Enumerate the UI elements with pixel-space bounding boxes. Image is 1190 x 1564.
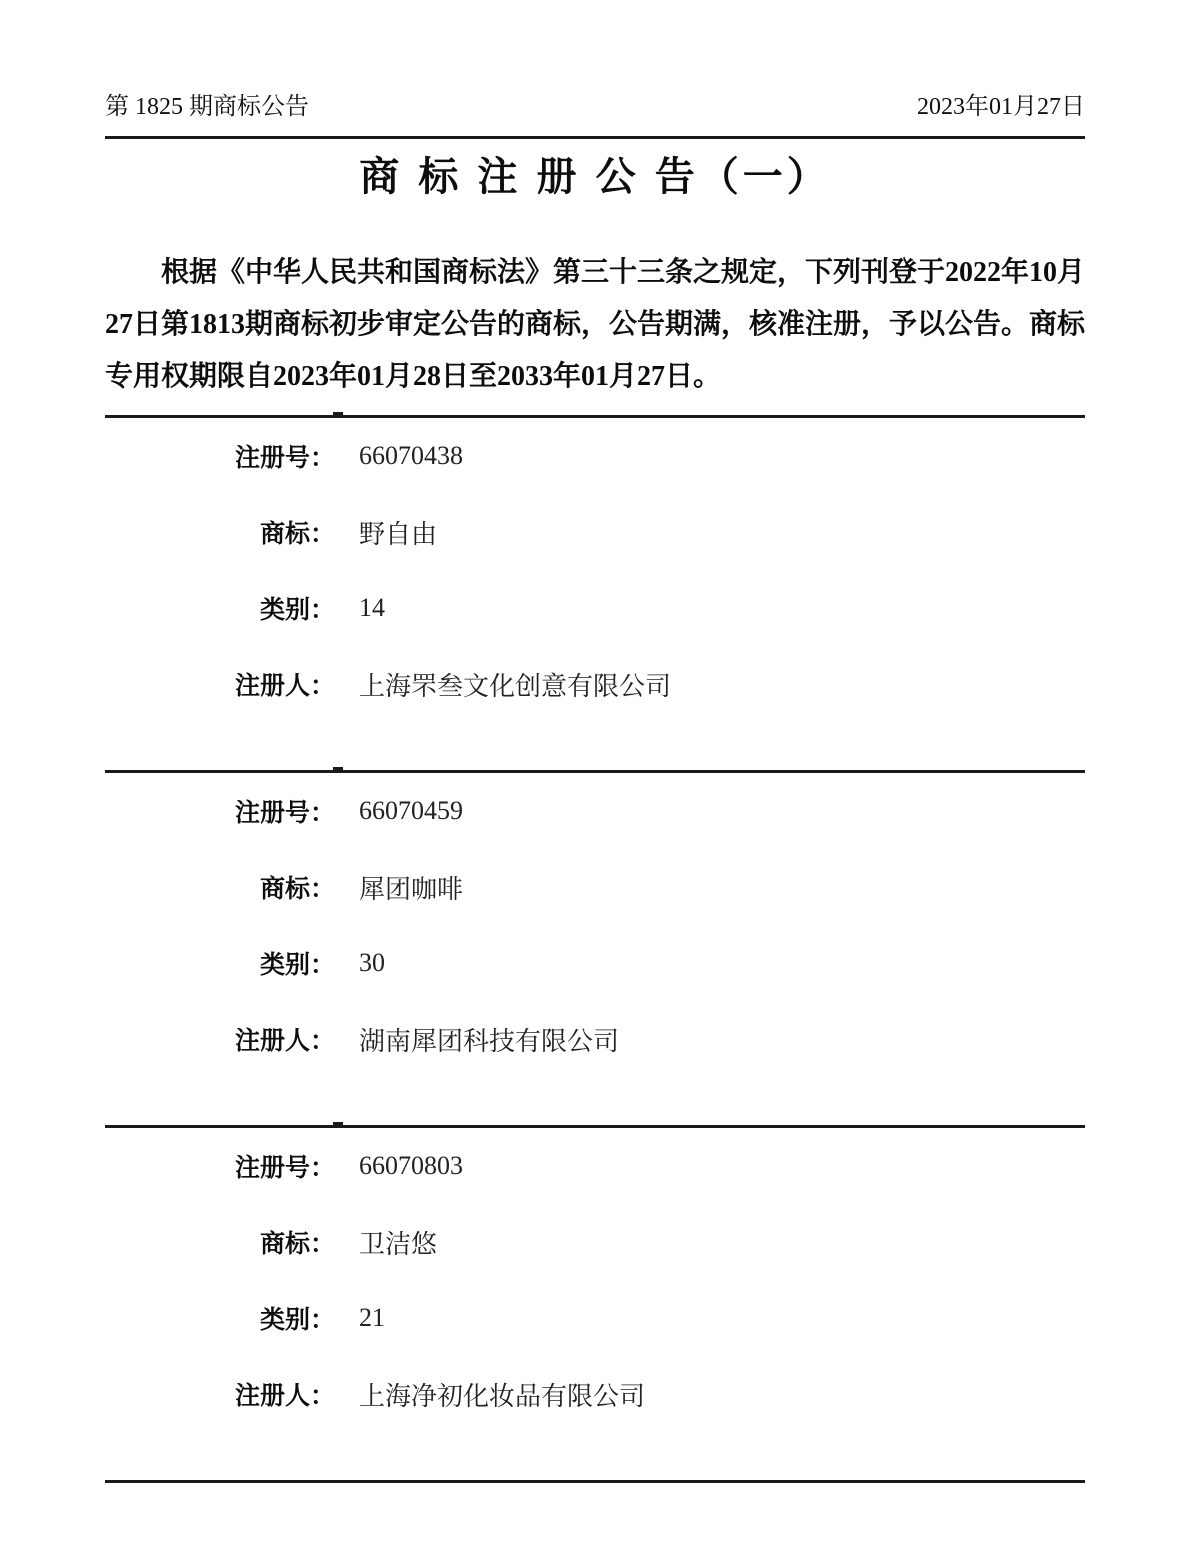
registrant-value: 湖南犀团科技有限公司	[359, 1026, 620, 1056]
category-label: 类别：	[259, 951, 335, 979]
reg-no-row	[105, 418, 1085, 494]
page-header	[105, 0, 1085, 122]
entry-divider	[105, 1125, 1085, 1128]
divider-notch	[333, 1122, 343, 1127]
reg-no-label: 注册号：	[234, 1154, 335, 1182]
registrant-row	[105, 1356, 1085, 1432]
reg-no-value: 66070459	[359, 796, 463, 825]
trademark-entry	[105, 770, 1085, 1077]
category-value: 21	[359, 1303, 385, 1332]
reg-no-row	[105, 773, 1085, 849]
reg-no-value: 66070803	[359, 1151, 463, 1180]
category-value: 30	[359, 948, 385, 977]
category-row	[105, 1280, 1085, 1356]
category-row	[105, 925, 1085, 1001]
category-value: 14	[359, 593, 385, 622]
trademark-label: 商标：	[259, 875, 335, 903]
entry-divider	[105, 415, 1085, 418]
category-row	[105, 570, 1085, 646]
entry-divider	[105, 770, 1085, 773]
trademark-row	[105, 849, 1085, 925]
trademark-value: 犀团咖啡	[359, 874, 464, 904]
trademark-row	[105, 1204, 1085, 1280]
registrant-value: 上海净初化妆品有限公司	[359, 1381, 646, 1411]
trademark-label: 商标：	[259, 1230, 335, 1258]
trademark-row	[105, 494, 1085, 570]
category-label: 类别：	[259, 596, 335, 624]
reg-no-value: 66070438	[359, 441, 463, 470]
registrant-label: 注册人：	[234, 1027, 335, 1055]
divider-notch	[333, 412, 343, 417]
page-title: 商 标 注 册 公 告（一）	[359, 155, 831, 199]
reg-no-label: 注册号：	[234, 799, 335, 827]
reg-no-label: 注册号：	[234, 444, 335, 472]
trademark-value: 卫洁悠	[359, 1229, 438, 1259]
bottom-divider	[105, 1480, 1085, 1483]
header-divider	[105, 136, 1085, 139]
registrant-row	[105, 1001, 1085, 1077]
registrant-value: 上海罘叁文化创意有限公司	[359, 671, 672, 701]
reg-no-row	[105, 1128, 1085, 1204]
trademark-value: 野自由	[359, 519, 438, 549]
registrant-row	[105, 646, 1085, 722]
divider-notch	[333, 767, 343, 772]
trademark-entry	[105, 415, 1085, 722]
trademark-entries	[105, 415, 1085, 1432]
registrant-label: 注册人：	[234, 1382, 335, 1410]
gazette-page	[105, 0, 1085, 1483]
registrant-label: 注册人：	[234, 672, 335, 700]
trademark-entry	[105, 1125, 1085, 1432]
gazette-date: 2023年01月27日	[917, 94, 1085, 120]
intro-paragraph: 根据《中华人民共和国商标法》第三十三条之规定，下列刊登于2022年10月27日第1813期商标初步审定公告的商标，公告期满，核准注册，予以公告。商标专用权期限自2023年01月28日至2033年01月27日。	[105, 257, 1086, 392]
category-label: 类别：	[259, 1306, 335, 1334]
gazette-issue-label: 第 1825 期商标公告	[105, 94, 309, 120]
trademark-label: 商标：	[259, 520, 335, 548]
